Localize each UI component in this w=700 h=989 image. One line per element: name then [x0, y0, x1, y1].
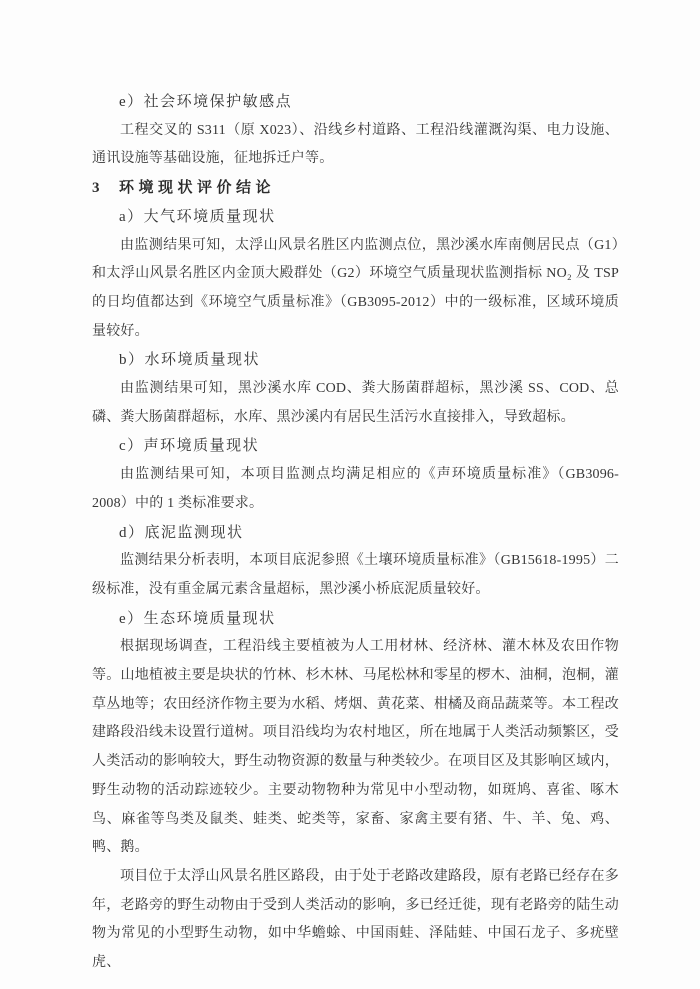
subsection-label: d）底泥监测现状 — [119, 524, 244, 541]
body-paragraph: 监测结果分析表明，本项目底泥参照《土壤环境质量标准》（GB15618-1995）二级标准，没有重金属元素含量超标，黑沙溪小桥底泥质量较好。 — [92, 553, 619, 597]
body-paragraph: 项目位于太浮山风景名胜区路段，由于处于老路改建路段，原有老路已经存在多年，老路旁的野生动物由于受到人类活动的影响，多已经迁徙，现有老路旁的陆生动物为常见的小型野生动物，如中华蟾蜍、中国雨蛙、泽陆蛙、中国石龙子、多疣壁虎、 — [92, 868, 619, 971]
document-body — [92, 88, 619, 978]
body-paragraph: 工程交叉的 S311（原 X023）、沿线乡村道路、工程沿线灌溉沟渠、电力设施、通讯设施等基础设施，征地拆迁户等。 — [92, 122, 619, 167]
subsection-label: e）社会环境保护敏感点 — [119, 94, 293, 110]
chapter-title: 环境现状评价结论 — [119, 180, 276, 197]
subsection-label: e）生态环境质量现状 — [119, 610, 276, 627]
subsection-label: a）大气环境质量现状 — [119, 208, 276, 225]
subsection-label: b）水环境质量现状 — [119, 352, 261, 369]
subsection-label: c）声环境质量现状 — [119, 438, 260, 455]
body-paragraph: 根据现场调查，工程沿线主要植被为人工用材林、经济林、灌木林及农田作物等。山地植被主要是块状的竹林、杉木林、马尾松林和零星的椤木、油桐，泡桐，灌草丛地等；农田经济作物主要为水稻、烤烟、黄花菜、柑橘及商品蔬菜等。本工程改建路段沿线未设置行道树。项目沿线均为农村地区，所在地属于人类活动频繁区，受人类活动的影响较大，野生动物资源的数量与种类较少。在项目区及其影响区域内，野生动物的活动踪迹较少。主要动物物种为常见中小型动物，如斑鸠、喜雀、啄木鸟、麻雀等鸟类及鼠类、蛙类、蛇类等，家畜、家禽主要有猪、牛、羊、兔、鸡、鸭、鹅。 — [92, 639, 619, 856]
body-paragraph: 由监测结果可知，本项目监测点均满足相应的《声环境质量标准》（GB3096-2008）中的 1 类标准要求。 — [92, 467, 619, 511]
chapter-heading — [92, 174, 619, 203]
chapter-number: 3 — [92, 180, 100, 197]
body-paragraph: 由监测结果可知，黑沙溪水库 COD、粪大肠菌群超标，黑沙溪 SS、COD、总磷、粪大肠菌群超标，水库、黑沙溪内有居民生活污水直接排入，导致超标。 — [92, 381, 619, 425]
body-paragraph: 由监测结果可知，太浮山风景名胜区内监测点位，黑沙溪水库南侧居民点（G1）和太浮山风景名胜区内金顶大殿群处（G2）环境空气质量现状监测指标 NO₂ 及 TSP 的日均值都达到《环境空气质量标准》（GB3095-2012）中的一级标准，区域环境质量较好。 — [92, 237, 619, 339]
